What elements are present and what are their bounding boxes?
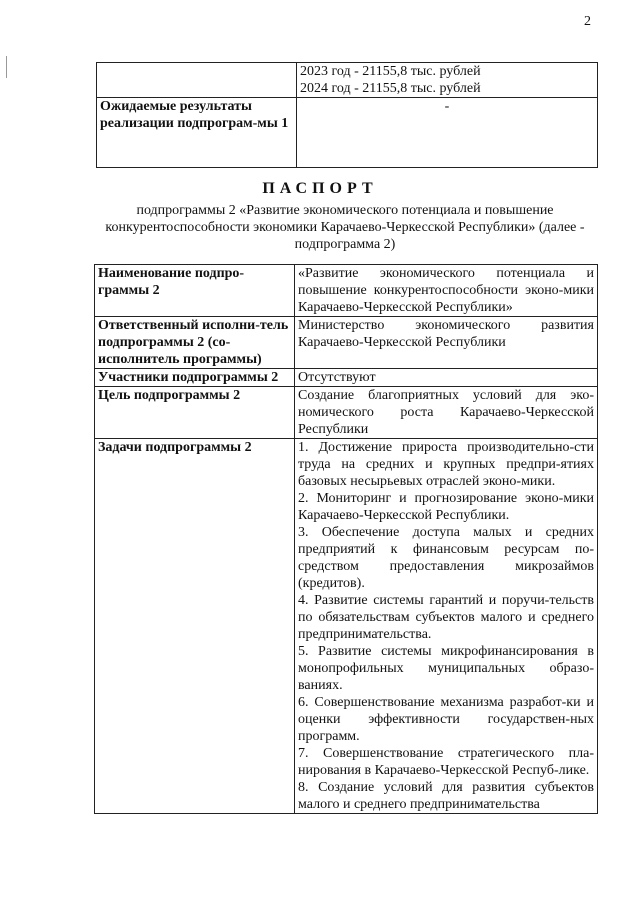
expected-results-value: -: [297, 98, 598, 168]
table-row: [95, 369, 598, 387]
goal-label: Цель подпрограммы 2: [95, 387, 295, 439]
table-row: [95, 387, 598, 439]
task-item: 4. Развитие системы гарантий и поручи-тельств по обязательствам субъектов малого и среднего предпринимательства.: [298, 593, 594, 642]
value-cell: [297, 63, 598, 98]
table-row: [95, 439, 598, 814]
subprogram-name-label: Наименование подпро-граммы 2: [95, 265, 295, 317]
goal-value: Создание благоприятных условий для эко-номического роста Карачаево-Черкесской Республики: [295, 387, 598, 439]
participants-value: Отсутствуют: [295, 369, 598, 387]
task-item: 2. Мониторинг и прогнозирование эконо-мики Карачаево-Черкесской Республики.: [298, 491, 594, 523]
task-item: 8. Создание условий для развития субъектов малого и среднего предпринимательства: [298, 780, 594, 812]
finance-line-2023: 2023 год - 21155,8 тыс. рублей: [300, 64, 481, 79]
task-item: 5. Развитие системы микрофинансирования в монопрофильных муниципальных образо-ваниях.: [298, 644, 594, 693]
scan-edge-mark: [6, 56, 7, 78]
participants-label: Участники подпрограммы 2: [95, 369, 295, 387]
tasks-label: Задачи подпрограммы 2: [95, 439, 295, 814]
subprogram-name-value: «Развитие экономического потенциала и повышение конкурентоспособности эконо-мики Карачаево-Черкесской Республики»: [295, 265, 598, 317]
financing-continuation-table: [96, 62, 598, 168]
tasks-list: [295, 439, 598, 814]
task-item: 6. Совершенствование механизма разработ-ки и оценки эффективности государствен-ных программ.: [298, 695, 594, 744]
passport-subtitle: подпрограммы 2 «Развитие экономического потенциала и повышение конкурентоспособности экономики Карачаево-Черкесской Республики» (далее - подпрограмма 2): [105, 203, 585, 252]
task-item: 7. Совершенствование стратегического пла-нирования в Карачаево-Черкесской Респуб-лике.: [298, 746, 594, 778]
table-row: [97, 63, 598, 98]
table-row: [95, 317, 598, 369]
task-item: 1. Достижение прироста производительно-сти труда на средних и крупных предпри-ятиях базовых несырьевых отраслей эконо-мики.: [298, 440, 594, 489]
table-row: [97, 98, 598, 168]
subprogram-passport-table: [94, 264, 598, 814]
label-cell: [97, 63, 297, 98]
responsible-executor-value: Министерство экономического развития Карачаево-Черкесской Республики: [295, 317, 598, 369]
passport-title: ПАСПОРТ: [262, 180, 378, 197]
expected-results-label: Ожидаемые результаты реализации подпрограм-мы 1: [97, 98, 297, 168]
task-item: 3. Обеспечение доступа малых и средних предприятий к финансовым ресурсам по-средством предоставления микрозаймов (кредитов).: [298, 525, 594, 591]
page-number: 2: [584, 14, 591, 29]
finance-line-2024: 2024 год - 21155,8 тыс. рублей: [300, 81, 481, 96]
table-row: [95, 265, 598, 317]
responsible-executor-label: Ответственный исполни-тель подпрограммы 2 (со-исполнитель программы): [95, 317, 295, 369]
